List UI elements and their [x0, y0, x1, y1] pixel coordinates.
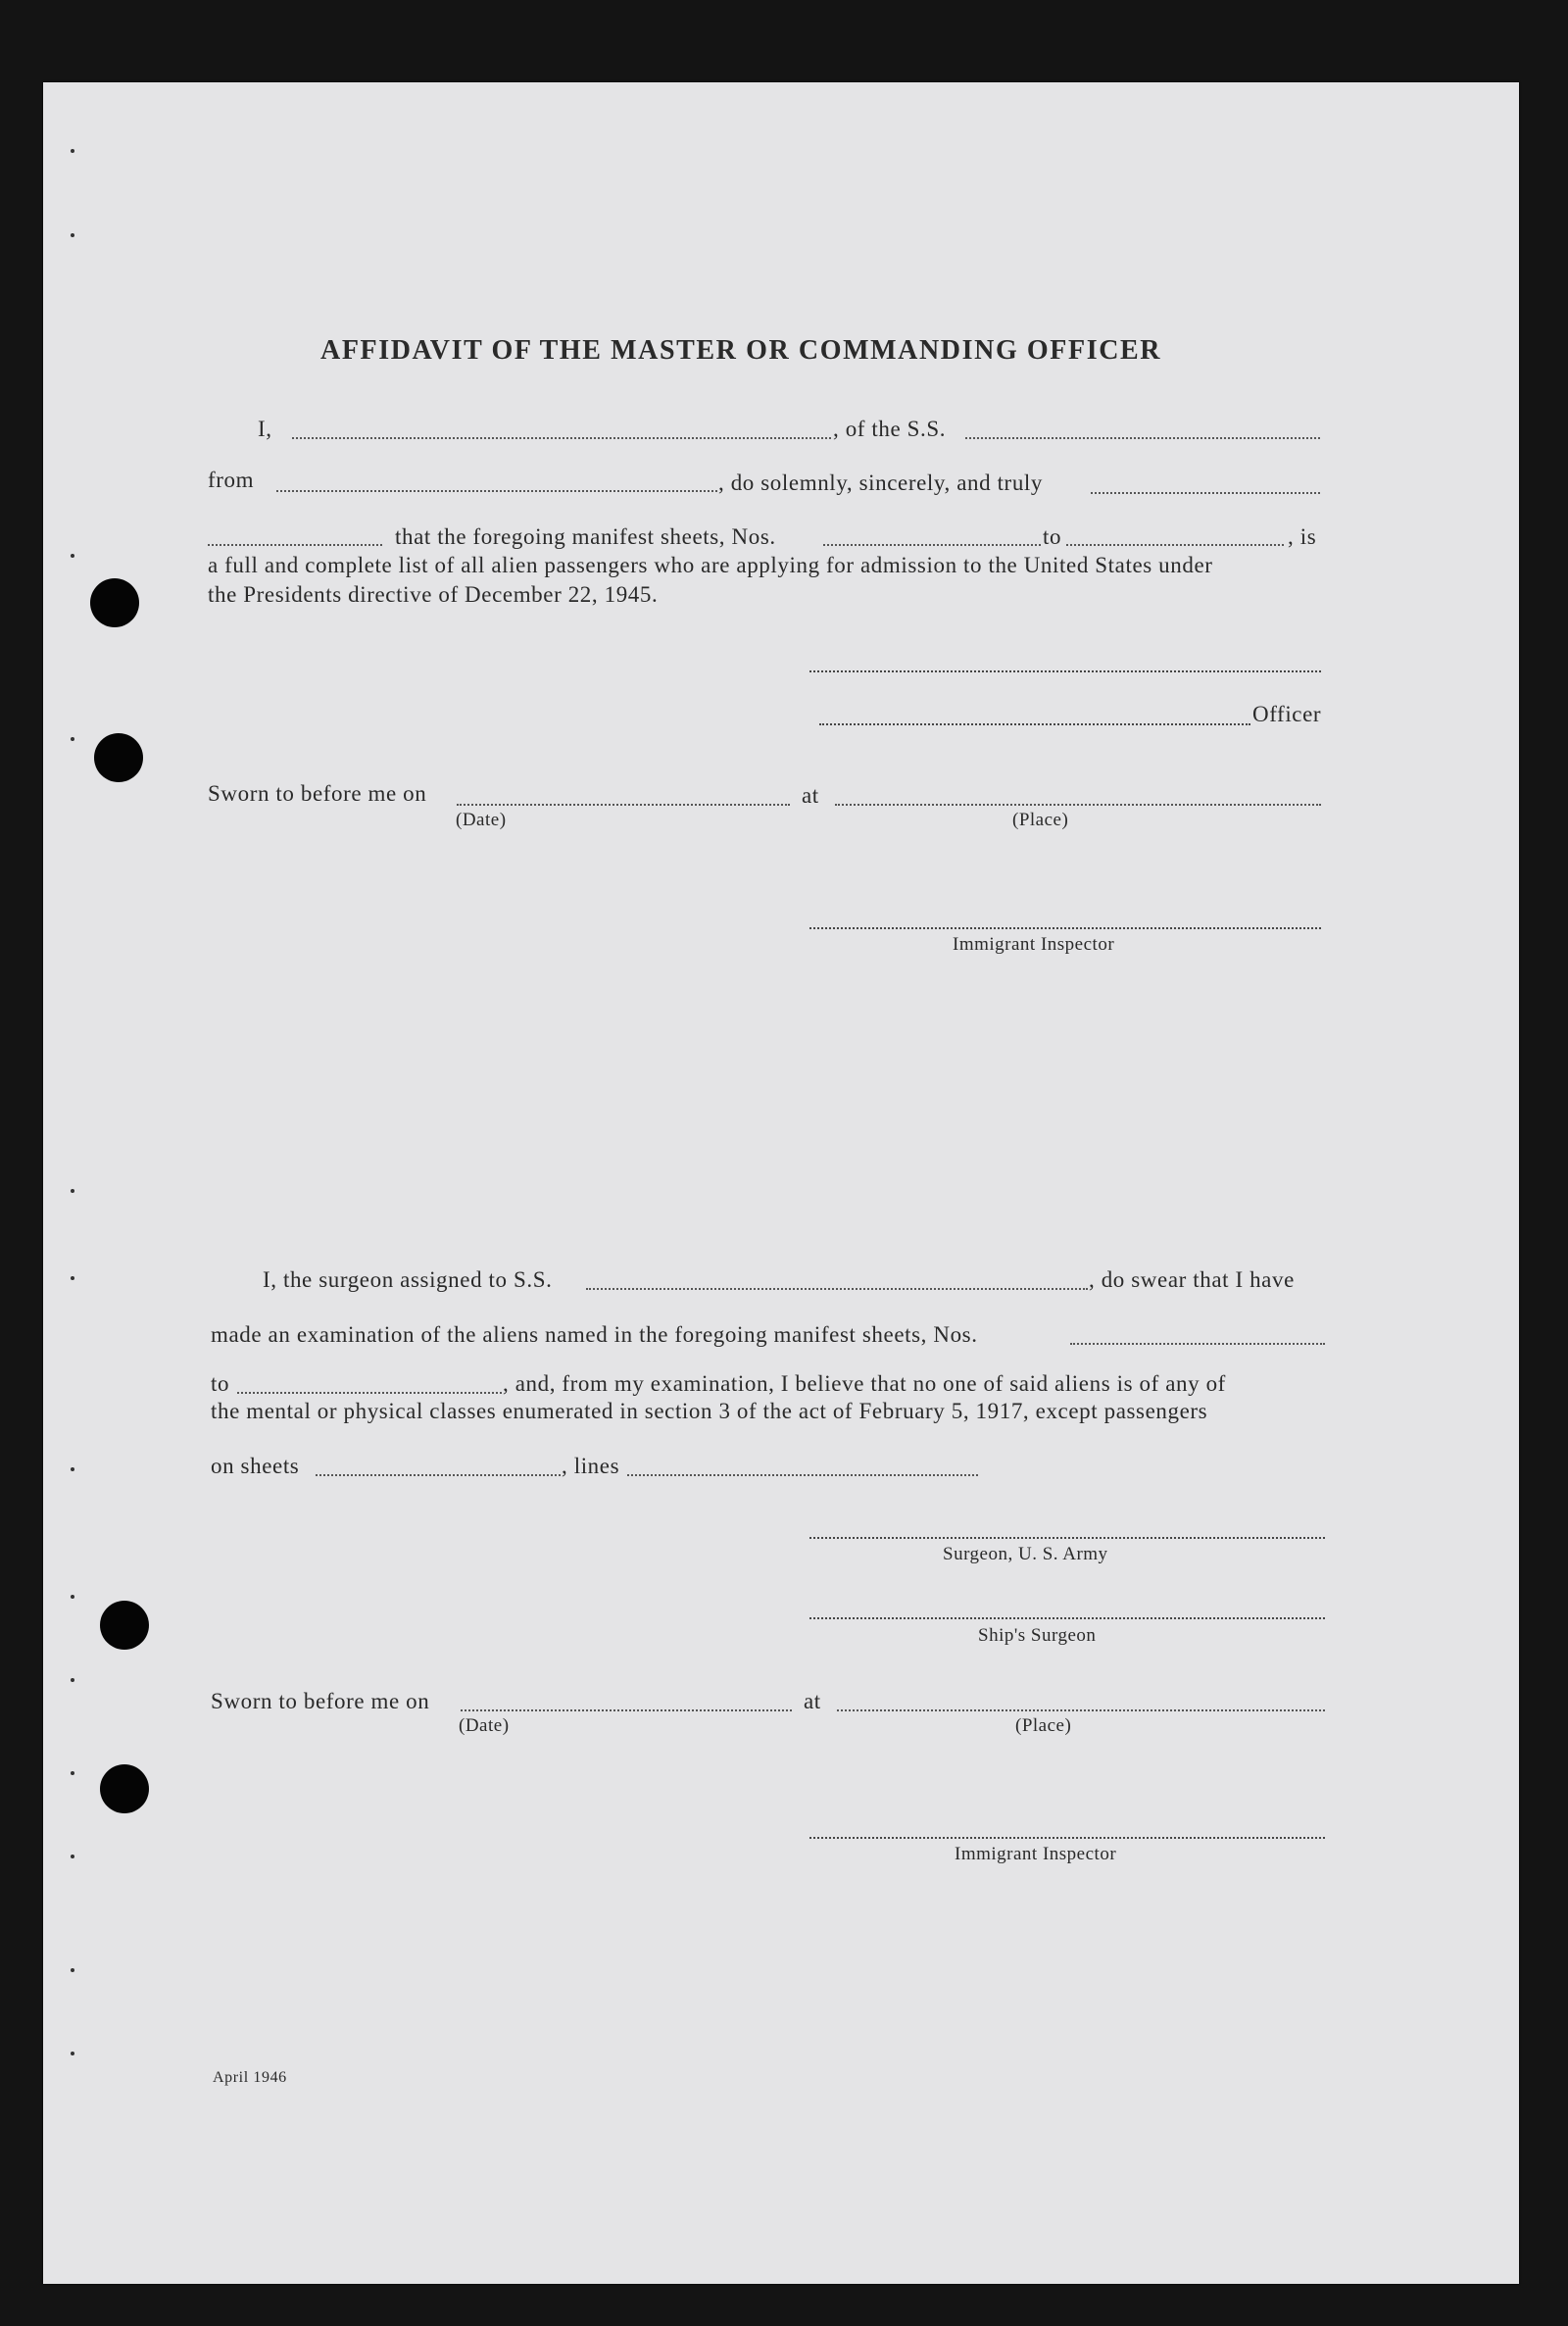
speck — [71, 1855, 74, 1858]
at-label: at — [802, 783, 819, 808]
speck — [71, 1678, 74, 1682]
from-label: from — [208, 468, 255, 492]
on-sheets-field[interactable] — [316, 1474, 561, 1476]
i-label: I, — [258, 417, 272, 441]
exam-to-label: to — [211, 1371, 230, 1396]
mental-classes-text: the mental or physical classes enumerated in section 3 of the act of February 5, 1917, except passengers — [211, 1399, 1208, 1423]
form-title: AFFIDAVIT OF THE MASTER OR COMMANDING OFFICER — [320, 335, 1162, 366]
speck — [71, 149, 74, 153]
sworn-date-field-2[interactable] — [461, 1709, 792, 1711]
exam-sheet-from-field[interactable] — [1070, 1343, 1325, 1345]
speck — [71, 1276, 74, 1280]
that-foregoing-label: that the foregoing manifest sheets, Nos. — [395, 524, 776, 549]
speck — [71, 1771, 74, 1775]
speck — [71, 1189, 74, 1193]
do-solemnly-label: , do solemnly, sincerely, and truly — [718, 470, 1044, 495]
on-sheets-label: on sheets — [211, 1454, 300, 1478]
punch-hole — [100, 1764, 149, 1813]
ships-surgeon-signature-line[interactable] — [809, 1617, 1325, 1619]
speck — [71, 737, 74, 741]
date-caption-2: (Date) — [459, 1715, 510, 1736]
at-label-2: at — [804, 1689, 821, 1713]
sworn-date-field[interactable] — [457, 804, 790, 806]
sworn-label-2: Sworn to before me on — [211, 1689, 430, 1713]
officer-label: Officer — [1252, 702, 1322, 726]
speck — [71, 1467, 74, 1471]
made-exam-label: made an examination of the aliens named in the foregoing manifest sheets, Nos. — [211, 1322, 978, 1347]
sheet-from-field[interactable] — [823, 544, 1041, 546]
speck — [71, 1595, 74, 1599]
speck — [71, 2052, 74, 2055]
lines-label: , lines — [562, 1454, 620, 1478]
sheet-to-field[interactable] — [1066, 544, 1284, 546]
punch-hole — [90, 578, 139, 627]
form-sheet — [43, 82, 1519, 2284]
is-label: , is — [1288, 524, 1317, 549]
form-date-footer: April 1946 — [213, 2069, 287, 2086]
sworn-place-field[interactable] — [835, 804, 1321, 806]
master-signature-line[interactable] — [809, 670, 1321, 672]
sworn-label: Sworn to before me on — [208, 781, 427, 806]
lines-field[interactable] — [627, 1474, 978, 1476]
speck — [71, 1968, 74, 1972]
surgeon-ss-label: I, the surgeon assigned to S.S. — [263, 1267, 553, 1292]
punch-hole — [100, 1601, 149, 1650]
exam-sheet-to-field[interactable] — [237, 1392, 502, 1394]
inspector-signature-line[interactable] — [809, 927, 1321, 929]
oath-word-field[interactable] — [1091, 492, 1320, 494]
place-caption-2: (Place) — [1015, 1715, 1072, 1736]
date-caption: (Date) — [456, 810, 507, 830]
and-from-text: , and, from my examination, I believe that no one of said aliens is of any of — [503, 1371, 1226, 1396]
to-label: to — [1043, 524, 1062, 549]
inspector-label: Immigrant Inspector — [953, 934, 1115, 955]
sworn-place-field-2[interactable] — [837, 1709, 1325, 1711]
ships-surgeon-label: Ship's Surgeon — [978, 1625, 1097, 1646]
punch-hole — [94, 733, 143, 782]
inspector-label-2: Immigrant Inspector — [955, 1844, 1117, 1864]
officer-signature-line[interactable] — [819, 723, 1250, 725]
full-list-text: a full and complete list of all alien passengers who are applying for admission to the United States under — [208, 553, 1213, 577]
do-swear-label: , do swear that I have — [1089, 1267, 1295, 1292]
speck — [71, 233, 74, 237]
ship-name-field[interactable] — [965, 437, 1320, 439]
speck — [71, 554, 74, 558]
army-surgeon-label: Surgeon, U. S. Army — [943, 1544, 1108, 1564]
place-caption: (Place) — [1012, 810, 1069, 830]
surgeon-ship-field[interactable] — [586, 1288, 1088, 1290]
inspector-signature-line-2[interactable] — [809, 1837, 1325, 1839]
army-surgeon-signature-line[interactable] — [809, 1537, 1325, 1539]
directive-text: the Presidents directive of December 22, 1945. — [208, 582, 659, 607]
from-port-field[interactable] — [276, 490, 717, 492]
oath-word-field-2[interactable] — [208, 544, 382, 546]
master-name-field[interactable] — [292, 437, 831, 439]
of-ss-label: , of the S.S. — [833, 417, 947, 441]
